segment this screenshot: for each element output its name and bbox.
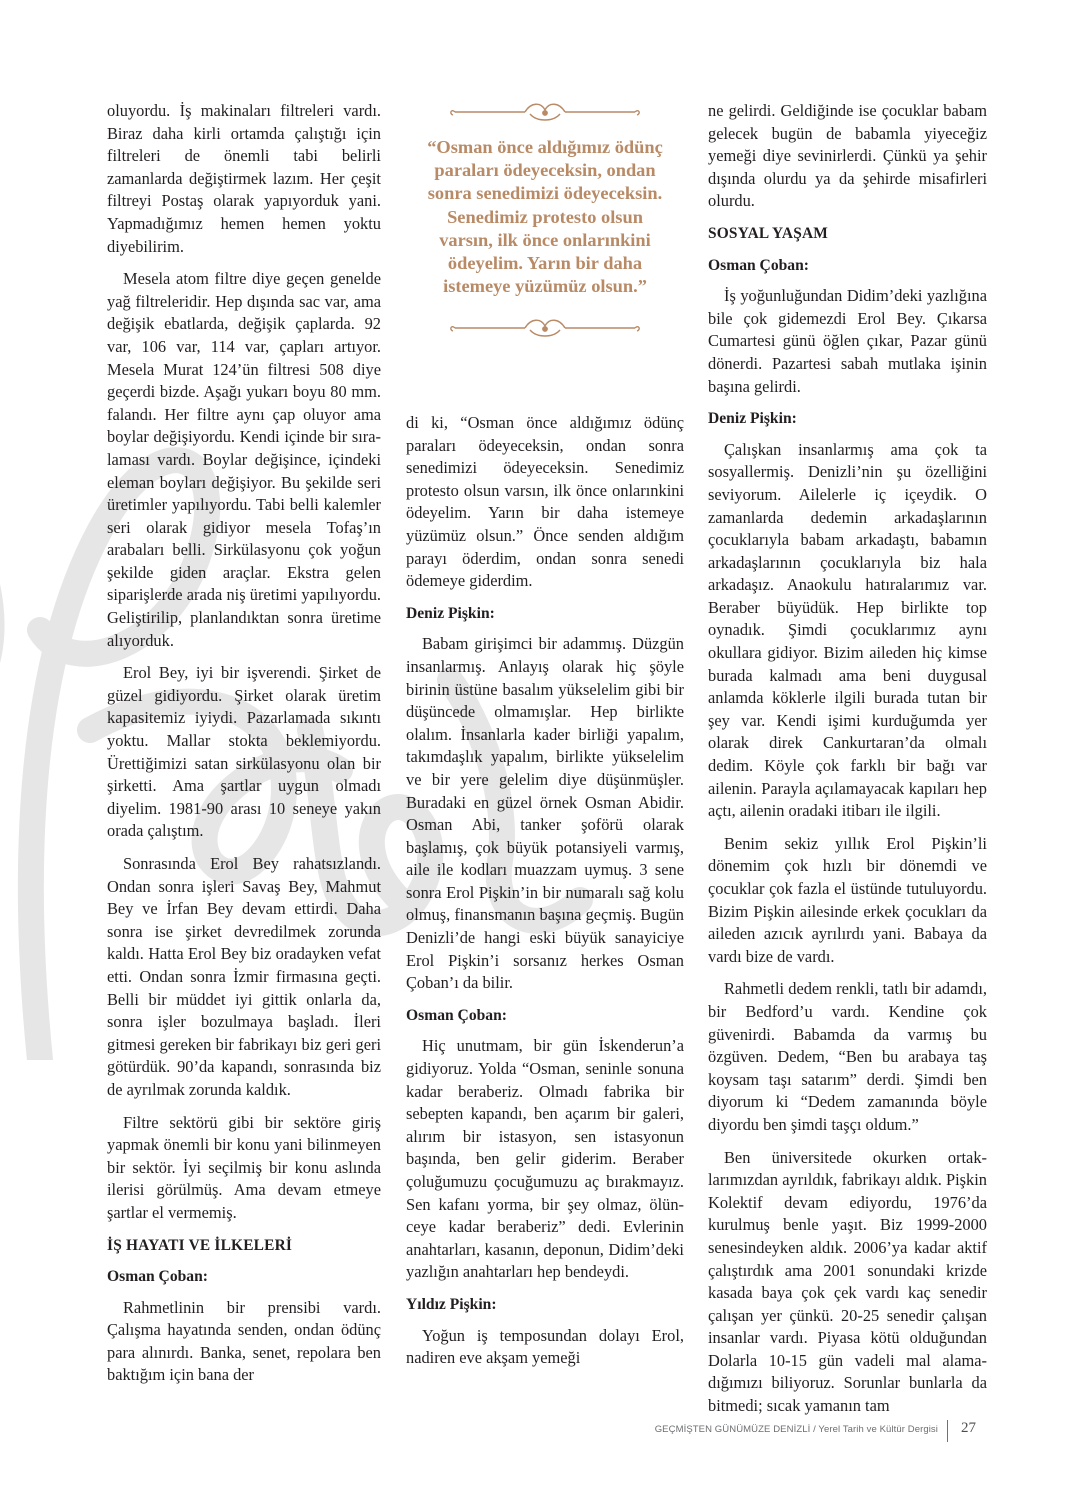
speaker-heading: Deniz Pişkin:	[406, 604, 495, 622]
speaker-heading: Osman Çoban:	[107, 1268, 208, 1286]
paragraph: oluyordu. İş makinaları filtreleri vardı. Biraz daha kirli ortamda çalıştığı için filtreleri de önemli tabi belirli zamanlarda değiştirmek lazım. Her çeşit filtreyi Postaş olarak yapıyorduk yani. Yapmadığımız hemen hemen yoktu diyebilirim.	[107, 101, 381, 256]
page-number: 27	[961, 1420, 976, 1436]
footer-divider	[947, 1420, 948, 1442]
paragraph: Babam girişimci bir adammış. Düzgün insanlarmış. Anlayış olarak hiç şöyle birinin üstüne basalım yükselelim gibi bir düşüncede olmamışlar. Hep birlikte olalım. İnsanlarla kader birliği yapalım, takımdaşlık yapalım, birlikte yükselelim ve bir yere gelelim diye düşünmüşler. Buradaki en güzel örnek Osman Abidir. Osman Abi, tanker şoförü olarak başlamış, çok büyük potansiyeli varmış, aile ile kodları muazzam uymuş. 3 sene sonra Erol Pişkin’in bir numaralı sağ kolu olmuş, finansmanın başına geçmiş. Bugün Denizli’de hangi eski büyük sanayiciye Erol Pişkin’i sorsanız herkes Osman Çoban’ı da bilir.	[406, 634, 684, 993]
paragraph: ne gelirdi. Geldiğinde ise çocuklar babam gelecek bugün de babamla yiyeceğiz yemeği diye sevinirlerdi. Çünkü ya şehir dışında olurdu ya da şehirde misafirleri olurdu.	[708, 101, 987, 211]
column-middle	[406, 100, 684, 1380]
ornament-top-icon	[445, 100, 645, 124]
paragraph: di ki, “Osman önce aldığımız ödünç paraları ödeyeceksin, ondan sonra senedimizi ödeyeceksin. Senedimiz protesto olsun varsın, ilk önce onlarınkini ödeyelim. Yarın bir daha istemeye yüzümüz olsun.” Önce senden aldığım parayı öderdim, ondan sonra senedi ödemeye giderdim.	[406, 413, 684, 591]
pull-quote-box	[406, 100, 684, 412]
paragraph: İş yoğunluğundan Didim’deki yazlığına bile çok gidemezdi Erol Bey. Çıkarsa Cumartesi günü öğlen çıkar, Pazar günü dönerdi. Pazartesi sabah mutlaka işinin başına gelirdi.	[708, 286, 987, 396]
paragraph: Hiç unutmam, bir gün İskenderun’a gidiyoruz. Yolda “Osman, seninle sonuna kadar beraberiz. Olmadı fabrika bir sebepten kapandı, ben açarım bir galeri, alırım bir istasyon, sen istasyonun başında, ben gelir giderim. Beraber çoluğumuzu çocuğumuzu aç bırakmayız. Sen kafanı yorma, bir şey olmaz, ölünceye kadar beraberiz” dedi. Evlerinin anahtarları, kasanın, deponun, Didim’deki yazlığın anahtarları hep bendeydi.	[406, 1036, 684, 1282]
paragraph: Yoğun iş temposundan dolayı Erol, nadiren eve akşam yemeği	[406, 1325, 684, 1368]
paragraph: Ben üniversitede okurken ortaklarımızdan ayrıldık, fabrikayı aldık. Pişkin Kolektif devam ediyordu, 1976’da kurulmuş benle yaşıt. Biz 1999-2000 senesindeyken aldık. 2006’ya kadar aktif çalıştırdık ama 2001 sonundaki krizde kasada baya çok çek vardı kaç senedir çalışan yer çünkü. 20-25 senedir çalışan insanlar vardı. Piyasa kötü olduğundan Dolarla 10-15 gün vadeli mal alamadığımızı biliyoruz. Sorunlar bunlarla da bitmedi; sıcak yamanın tam	[708, 1147, 987, 1416]
paragraph: Mesela atom filtre diye geçen genelde yağ filtreleridir. Hep dışında sac var, ama değişik ebatlarda, değişik çaplarda. 92 var, 106 var, 114 var, çapları artıyor. Mesela Murat 124’ün filtresi 508 diye geçerdi bizde. Aşağı yukarı boyu 80 mm. falandı. Her filtre aynı çap oluyor ama boylar değişiyordu. Kendi içinde bir sıralaması vardı. Boylar değişince, içindeki eleman boyları değişiyor. Bu şekilde seri üretimler yapılıyordu. Tabi belli kalemler seri olarak gidiyor mesela Tofaş’ın arabaları belli. Sirkülasyonu çok yoğun şekilde giden araçlar. Ekstra gelen siparişlerde arada niş üretimi yapılıyordu. Geliştirilip, planlandıktan sonra üretime alıyorduk.	[107, 269, 381, 650]
column-left	[107, 100, 381, 1397]
speaker-heading: Yıldız Pişkin:	[406, 1295, 497, 1313]
speaker-heading: Deniz Pişkin:	[708, 410, 797, 428]
pull-quote-text: “Osman önce aldığımız ödünç paraları ödeyeceksin, ondan sonra senedimizi ödeyeceksin. Senedimiz protesto olsun varsın, ilk önce onlarınkini ödeyelim. Yarın bir daha istemeye yüzümüz olsun.”	[427, 137, 663, 297]
page-footer	[0, 1418, 982, 1442]
magazine-title: GEÇMİŞTEN GÜNÜMÜZE DENİZLİ / Yerel Tarih ve Kültür Dergisi	[654, 1424, 938, 1435]
column-right	[708, 100, 987, 1428]
paragraph: Çalışkan insanlarmış ama çok ta sosyallermiş. Denizli’nin şu özelliğini seviyorum. Ailelerle iç içeydik. O zamanlarda dedemin arkadaşlarının çocuklarıyla babam arkadaştı, babamın arkadaşlarının çocuklarıyla biz hala arkadaşız. Anaokulu hatıralarımız var. Beraber büyüdük. Hep birlikte top oynadık. Şimdi çocuklarımız aynı okullara gidiyor. Bizim aileden hiç kimse burada kalmadı ama beni duygusal anlamda köklerle ilgili burada tutan bir şey var. Kendi işimi kurduğumda yer olarak direk Cankurtaran’da olmalı dedim. Köyle çok farklı bir bağı var ailenin. Parayla açılamayacak kapıları hep açtı, ailenin oradaki itibarı ile ilgili.	[708, 439, 987, 821]
paragraph: Benim sekiz yıllık Erol Pişkin’li dönemim çok hızlı bir dönemdi ve çocuklar çok fazla el üstünde tutuluyordu. Bizim Pişkin ailesinde erkek çocukları da aileden azıcık ayrılırdı yani. Babaya da vardı bize de vardı.	[708, 833, 987, 966]
section-heading: SOSYAL YAŞAM	[708, 224, 829, 242]
paragraph: Erol Bey, iyi bir işverendi. Şirket de güzel gidiyordu. Şirket olarak üretim kapasitemiz iyiydi. Pazarlamada sıkıntı yoktu. Mallar stokta beklemiyordu. Ürettiğimizi satan sirkülasyonu olan bir şirketti. Ama şartlar uygun olmadı diyelim. 1981-90 arası 10 seneye yakın orada çalıştım.	[107, 663, 381, 841]
paragraph: Rahmetlinin bir prensibi vardı. Çalışma hayatında senden, ondan ödünç para alınırdı. Banka, senet, repolara ben baktığım için bana der	[107, 1297, 381, 1385]
ornament-bottom-icon	[445, 316, 645, 340]
speaker-heading: Osman Çoban:	[708, 256, 809, 274]
paragraph: Filtre sektörü gibi bir sektöre giriş yapmak önemli bir konu yani bilinmeyen bir sektör. İyi seçilmiş bir konu aslında ilerisi görülmüş. Ama devam etmeye şartlar el vermemiş.	[107, 1112, 381, 1222]
paragraph: Rahmetli dedem renkli, tatlı bir adamdı, bir Bedford’u vardı. Kendine çok güvenirdi. Babamda da varmış bu özgüven. Dedem, “Ben bu arabaya taş koysam taşı satarım” derdi. Şimdi ben diyorum ki “Dedem zamanında böyle diyordu ben şimdi taşçı oldum.”	[708, 979, 987, 1134]
paragraph: Sonrasında Erol Bey rahatsızlandı. Ondan sonra işleri Savaş Bey, Mahmut Bey ve İrfan Bey devam ettirdi. Daha sonra ise şirket devredilmek zorunda kaldı. Hatta Erol Bey biz oradayken vefat etti. Ondan sonra İzmir firmasına geçti. Belli bir müddet iyi gittik onlarla da, sonra işler bozulmaya başladı. İleri gitmesi gereken bir fabrikayı biz geri geri götürdük. 90’da kapandı, sonrasında biz de ayrılmak zorunda kaldık.	[107, 854, 381, 1099]
speaker-heading: Osman Çoban:	[406, 1006, 507, 1024]
section-heading: İŞ HAYATI VE İLKELERİ	[107, 1236, 293, 1254]
